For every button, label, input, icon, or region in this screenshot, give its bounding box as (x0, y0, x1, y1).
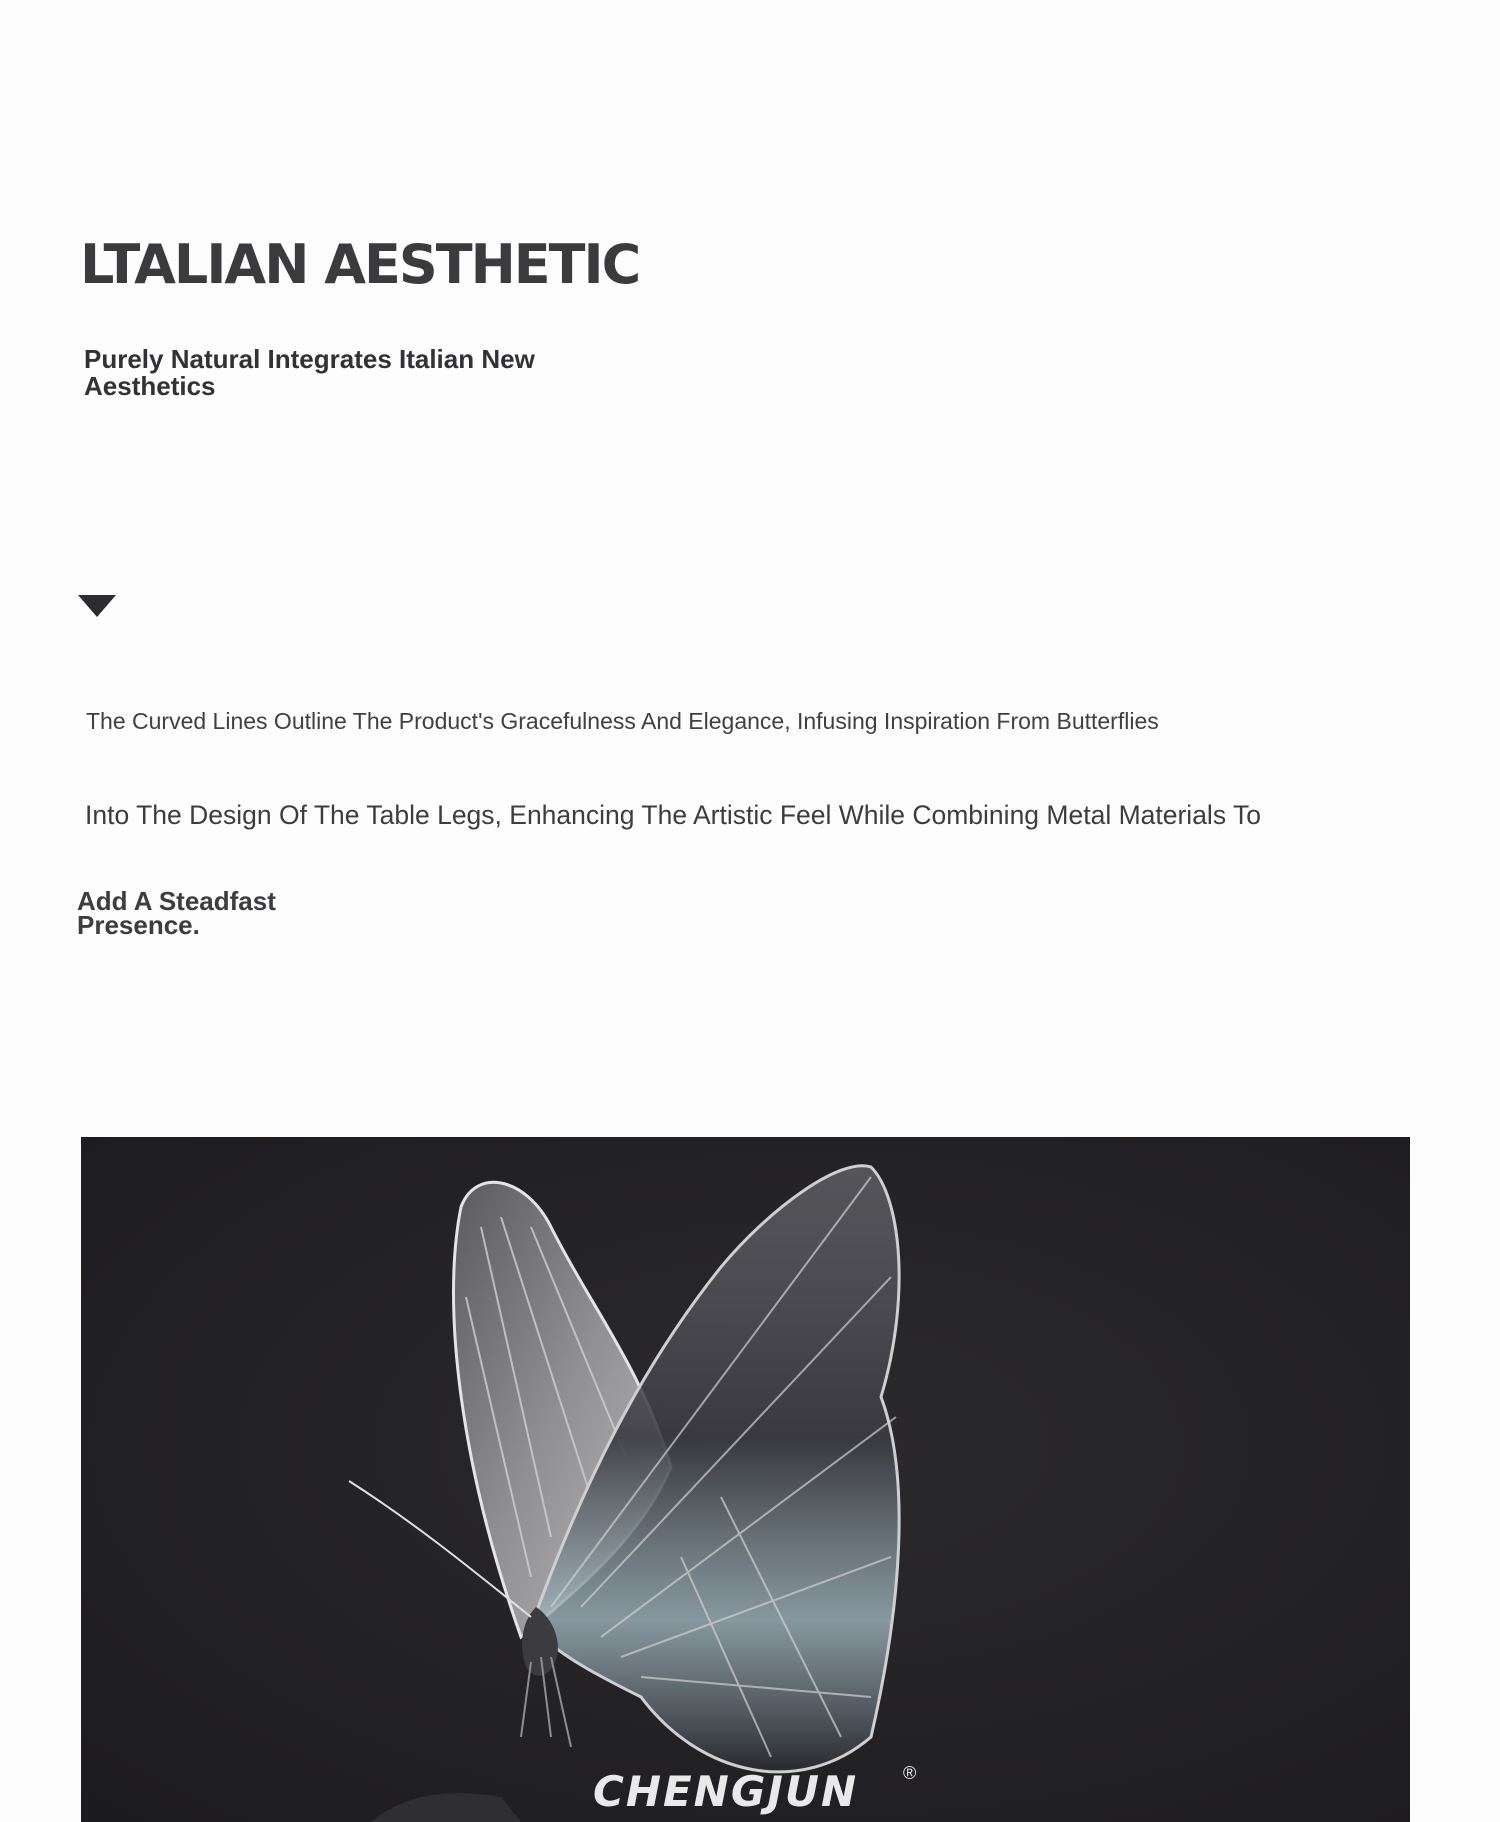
headline: LTALIAN AESTHETIC (80, 233, 640, 296)
subheading: Purely Natural Integrates Italian New Aesthetics (84, 344, 535, 401)
description-line-2: Into The Design Of The Table Legs, Enhancing The Artistic Feel While Combining Metal Materials To (85, 800, 1261, 830)
triangle-down-icon (78, 595, 116, 617)
description-line-1: The Curved Lines Outline The Product's Gracefulness And Elegance, Infusing Inspiration From Butterflies (86, 708, 1159, 734)
registered-mark: ® (903, 1763, 917, 1783)
butterfly-illustration (81, 1137, 1410, 1822)
description-line-3: Add A Steadfast Presence. (77, 886, 276, 940)
brand-logo: CHENGJUN (593, 1767, 859, 1816)
hero-butterfly-image (81, 1137, 1410, 1822)
